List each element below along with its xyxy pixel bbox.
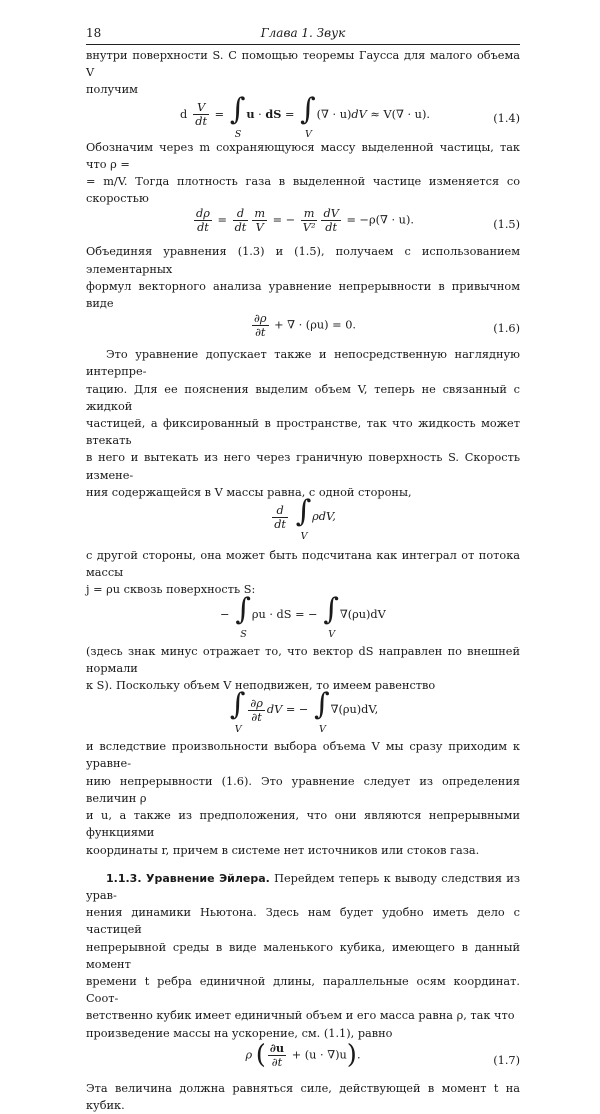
equation-number: (1.4) [493, 111, 520, 125]
text-line: получим [86, 83, 138, 97]
text-line: Обозначим через m сохраняющуюся массу выделенной частицы, так что ρ = [86, 140, 520, 171]
text-line: Эта величина должна равняться силе, действующей в момент t на кубик. [86, 1081, 520, 1112]
text-line: j = ρu сквозь поверхность S: [86, 583, 256, 597]
text-line: в него и вытекать из него через граничную поверхность S. Скорость измене- [86, 451, 520, 482]
text-line: к S). Поскольку объем V неподвижен, то имеем равенство [86, 679, 436, 693]
subsection-title: 1.1.3. Уравнение Эйлера. [106, 871, 270, 885]
text-line: Перейдем теперь к выводу следствия из урав- [86, 871, 520, 902]
text-line: нения динамики Ньютона. Здесь нам будет удобно иметь дело с частицей [86, 906, 520, 937]
text-line: частицей, а фиксированный в пространстве, так что жидкость может втекать [86, 417, 520, 448]
text-line: и u, а также из предположения, что они являются непрерывными функциями [86, 809, 520, 840]
text-line: координаты r, причем в системе нет источников или стоков газа. [86, 843, 480, 857]
equation-1-7: ρ ( $\frac{\partial u}{\partial t}$ + (u · ∇)u). (1.7) [245, 1040, 520, 1071]
subsection-1-1-3 [86, 870, 520, 904]
text-line: ния содержащейся в V массы равна, с одной стороны, [86, 485, 412, 499]
running-header [86, 23, 520, 45]
equation-1-4: d $\frac{V}{dt}$ = ∫ S u · dS = ∫ V (∇ · u)dV ≈ V(∇ · u). (1.4) [180, 91, 520, 140]
text-line: внутри поверхности S. С помощью теоремы Гаусса для малого объема V [86, 49, 520, 80]
text-line: = m/V. Тогда плотность газа в выделенной частице изменяется со скоростью [86, 175, 520, 206]
equation-1-6: $\frac{\partial\rho}{\partial t}$ + ∇ · (ρu) = 0. (1.6) [254, 312, 520, 340]
equation-mass-rate: $\frac{d}{dt}$ ∫ V ρdV, [274, 494, 336, 543]
text-line: тацию. Для ее пояснения выделим объем V, теперь не связанный с жидкой [86, 382, 520, 413]
text-line: непрерывной среды в виде маленького кубика, имеющего в данный момент [86, 940, 520, 971]
equation-volume-integral: ∫ V $\frac{\partial\rho}{\partial t}$ dV = − ∫ V ∇(ρu)dV, [229, 687, 379, 736]
page-number: 18 [86, 26, 102, 40]
text-line: произведение массы на ускорение, см. (1.1), равно [86, 1026, 393, 1040]
text-line: Это уравнение допускает также и непосредственную наглядную интерпре- [86, 348, 520, 379]
text-line: (здесь знак минус отражает то, что вектор dS направлен по внешней нормали [86, 644, 520, 675]
equation-number: (1.6) [493, 322, 520, 336]
text-line: нию непрерывности (1.6). Это уравнение следует из определения величин ρ [86, 774, 520, 805]
text-line: с другой стороны, она может быть подсчитана как интеграл от потока массы [86, 549, 520, 580]
equation-number: (1.7) [493, 1053, 520, 1067]
text-line: ветственно кубик имеет единичный объем и его масса равна ρ, так что [86, 1009, 515, 1023]
equation-mass-flux: − ∫ S ρu · dS = − ∫ V ∇(ρu)dV [220, 591, 386, 640]
text-line: и вследствие произвольности выбора объема V мы сразу приходим к уравне- [86, 740, 520, 771]
chapter-title: Глава 1. Звук [260, 26, 346, 40]
text-line: времени t ребра единичной длины, параллельные осям координат. Соот- [86, 974, 520, 1006]
equation-number: (1.5) [493, 218, 520, 232]
text-line: Объединяя уравнения (1.3) и (1.5), получаем с использованием элементарных [86, 245, 520, 276]
text-line: формул векторного анализа уравнение непрерывности в привычном виде [86, 279, 520, 311]
page-body [86, 47, 520, 1114]
equation-1-5: $\frac{d\rho}{dt}$ = $\frac{d}{dt}$ $\frac{m}{V}$ = − $\frac{m}{\text{V²}}$ $\frac{dV}{dt}$ = −ρ(∇ · u). (1.5) [196, 207, 520, 235]
